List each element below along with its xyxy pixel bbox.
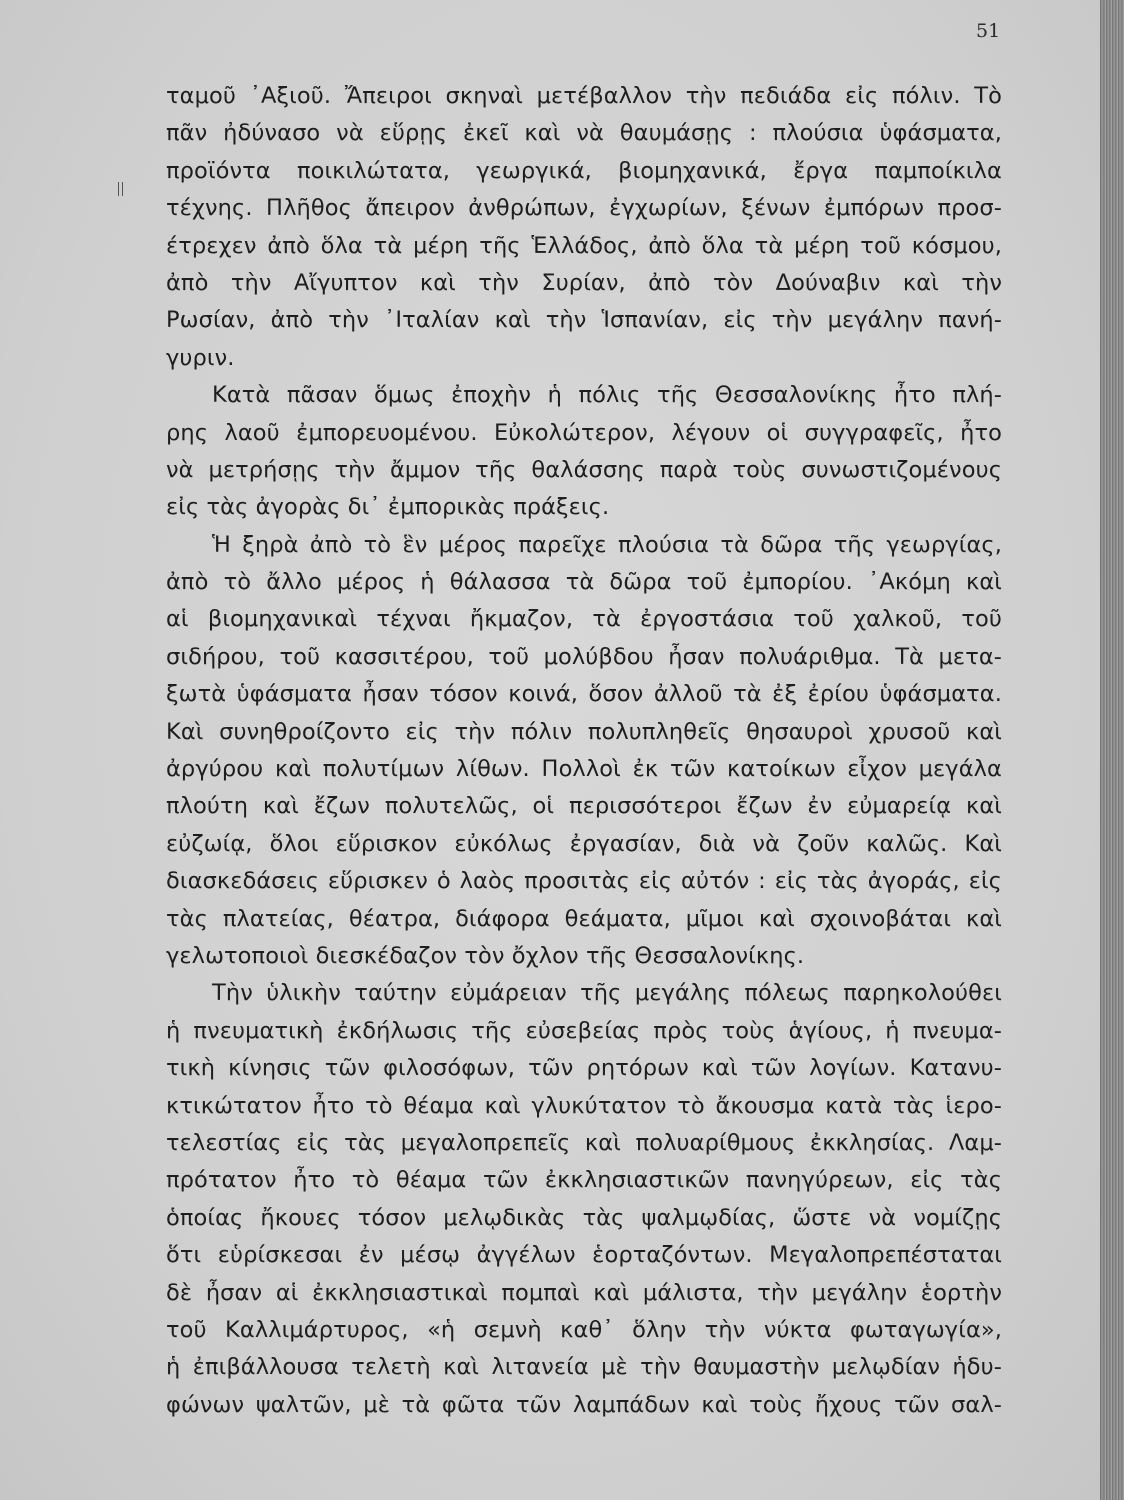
margin-mark (118, 182, 123, 196)
text-line: πλούτη καὶ ἔζων πολυτελῶς, οἱ περισσότεροι ἔζων ἐν εὐμαρείᾳ καὶ (166, 793, 1002, 820)
text-line: Καὶ συνηθροίζοντο εἰς τὴν πόλιν πολυπληθεῖς θησαυροὶ χρυσοῦ καὶ (166, 718, 1002, 745)
text-line: ὅτι εὑρίσκεσαι ἐν μέσῳ ἀγγέλων ἑορταζόντων. Μεγαλοπρεπέσταται (166, 1242, 1002, 1269)
text-line: πᾶν ἠδύνασο νὰ εὕρῃς ἐκεῖ καὶ νὰ θαυμάσῃς : πλούσια ὑφάσματα, (166, 120, 1002, 147)
paragraph-first-line: Ἡ ξηρὰ ἀπὸ τὸ ἓν μέρος παρεῖχε πλούσια τὰ δῶρα τῆς γεωργίας, (212, 531, 1002, 558)
text-line: τελεστίας εἰς τὰς μεγαλοπρεπεῖς καὶ πολυαρίθμους ἐκκλησίας. Λαμ- (166, 1129, 1002, 1156)
text-line: ἡ πνευματικὴ ἐκδήλωσις τῆς εὐσεβείας πρὸς τοὺς ἁγίους, ἡ πνευμα- (166, 1017, 1002, 1044)
text-line: ὁποίας ἤκουες τόσον μελῳδικὰς τὰς ψαλμῳδίας, ὥστε νὰ νομίζῃς (166, 1204, 1002, 1231)
book-page-edge (1100, 0, 1124, 1500)
text-line: ἀπὸ τὴν Αἴγυπτον καὶ τὴν Συρίαν, ἀπὸ τὸν Δούναβιν καὶ τὴν (166, 269, 1002, 296)
text-line: ἀργύρου καὶ πολυτίμων λίθων. Πολλοὶ ἐκ τῶν κατοίκων εἶχον μεγάλα (166, 756, 1002, 783)
text-line: τέχνης. Πλῆθος ἄπειρον ἀνθρώπων, ἐγχωρίων, ξένων ἐμπόρων προσ- (166, 195, 1002, 222)
text-line: φώνων ψαλτῶν, μὲ τὰ φῶτα τῶν λαμπάδων καὶ τοὺς ἤχους τῶν σαλ- (166, 1391, 1002, 1418)
text-line: εἰς τὰς ἀγορὰς δι᾿ ἐμπορικὰς πράξεις. (166, 494, 610, 521)
text-line: τοῦ Καλλιμάρτυρος, «ἡ σεμνὴ καθ᾿ ὅλην τὴν νύκτα φωταγωγία», (166, 1316, 1002, 1343)
text-line: ἡ ἐπιβάλλουσα τελετὴ καὶ λιτανεία μὲ τὴν θαυμαστὴν μελῳδίαν ἡδυ- (166, 1354, 1002, 1381)
text-line: δὲ ἦσαν αἱ ἐκκλησιαστικαὶ πομπαὶ καὶ μάλιστα, τὴν μεγάλην ἑορτὴν (166, 1279, 1002, 1306)
text-line: τὰς πλατείας, θέατρα, διάφορα θεάματα, μῖμοι καὶ σχοινοβάται καὶ (166, 905, 1002, 932)
text-line: εὐζωίᾳ, ὅλοι εὕρισκον εὐκόλως ἐργασίαν, διὰ νὰ ζοῦν καλῶς. Καὶ (166, 830, 1002, 857)
text-line: έτρεχεν ἀπὸ ὅλα τὰ μέρη τῆς Ἑλλάδος, ἀπὸ ὅλα τὰ μέρη τοῦ κόσμου, (166, 232, 1002, 259)
text-line: σιδήρου, τοῦ κασσιτέρου, τοῦ μολύβδου ἦσαν πολυάριθμα. Τὰ μετα- (166, 643, 1002, 670)
text-line: ξωτὰ ὑφάσματα ἦσαν τόσον κοινά, ὅσον ἀλλοῦ τὰ ἐξ ἐρίου ὑφάσματα. (166, 681, 1002, 708)
text-line: αἱ βιομηχανικαὶ τέχναι ἤκμαζον, τὰ ἐργοστάσια τοῦ χαλκοῦ, τοῦ (166, 606, 1002, 633)
text-line: γελωτοποιοὶ διεσκέδαζον τὸν ὄχλον τῆς Θεσσαλονίκης. (166, 942, 805, 969)
text-line: γυριν. (166, 344, 235, 371)
page-number: 51 (976, 20, 1001, 42)
text-line: Ρωσίαν, ἀπὸ τὴν ᾿Ιταλίαν καὶ τὴν Ἱσπανίαν, εἰς τὴν μεγάλην πανή- (166, 307, 1002, 334)
paragraph-first-line: Κατὰ πᾶσαν ὅμως ἐποχὴν ἡ πόλις τῆς Θεσσαλονίκης ἦτο πλή- (212, 382, 1002, 409)
text-line: τικὴ κίνησις τῶν φιλοσόφων, τῶν ρητόρων καὶ τῶν λογίων. Κατανυ- (166, 1055, 1002, 1082)
text-line: πρότατον ἦτο τὸ θέαμα τῶν ἐκκλησιαστικῶν πανηγύρεων, εἰς τὰς (166, 1167, 1002, 1194)
text-line: ταμοῦ ᾿Αξιοῦ. Ἄπειροι σκηναὶ μετέβαλλον τὴν πεδιάδα εἰς πόλιν. Τὸ (166, 83, 1002, 109)
text-line: ἀπὸ τὸ ἄλλο μέρος ἡ θάλασσα τὰ δῶρα τοῦ ἐμπορίου. ᾿Ακόμη καὶ (166, 569, 1002, 596)
paragraph-first-line: Τὴν ὑλικὴν ταύτην εὐμάρειαν τῆς μεγάλης πόλεως παρηκολούθει (212, 980, 1002, 1007)
text-line: διασκεδάσεις εὕρισκεν ὁ λαὸς προσιτὰς εἰς αὐτόν : εἰς τὰς ἀγοράς, εἰς (166, 868, 1002, 895)
body-text (166, 78, 1002, 1424)
text-line: προϊόντα ποικιλώτατα, γεωργικά, βιομηχανικά, ἔργα παμποίκιλα (166, 157, 1002, 184)
text-line: κτικώτατον ἦτο τὸ θέαμα καὶ γλυκύτατον τὸ ἄκουσμα κατὰ τὰς ἱερο- (166, 1092, 1002, 1119)
text-line: νὰ μετρήσῃς τὴν ἄμμον τῆς θαλάσσης παρὰ τοὺς συνωστιζομένους (166, 456, 1002, 483)
text-line: ρης λαοῦ ἐμπορευομένου. Εὐκολώτερον, λέγουν οἱ συγγραφεῖς, ἦτο (166, 419, 1002, 446)
